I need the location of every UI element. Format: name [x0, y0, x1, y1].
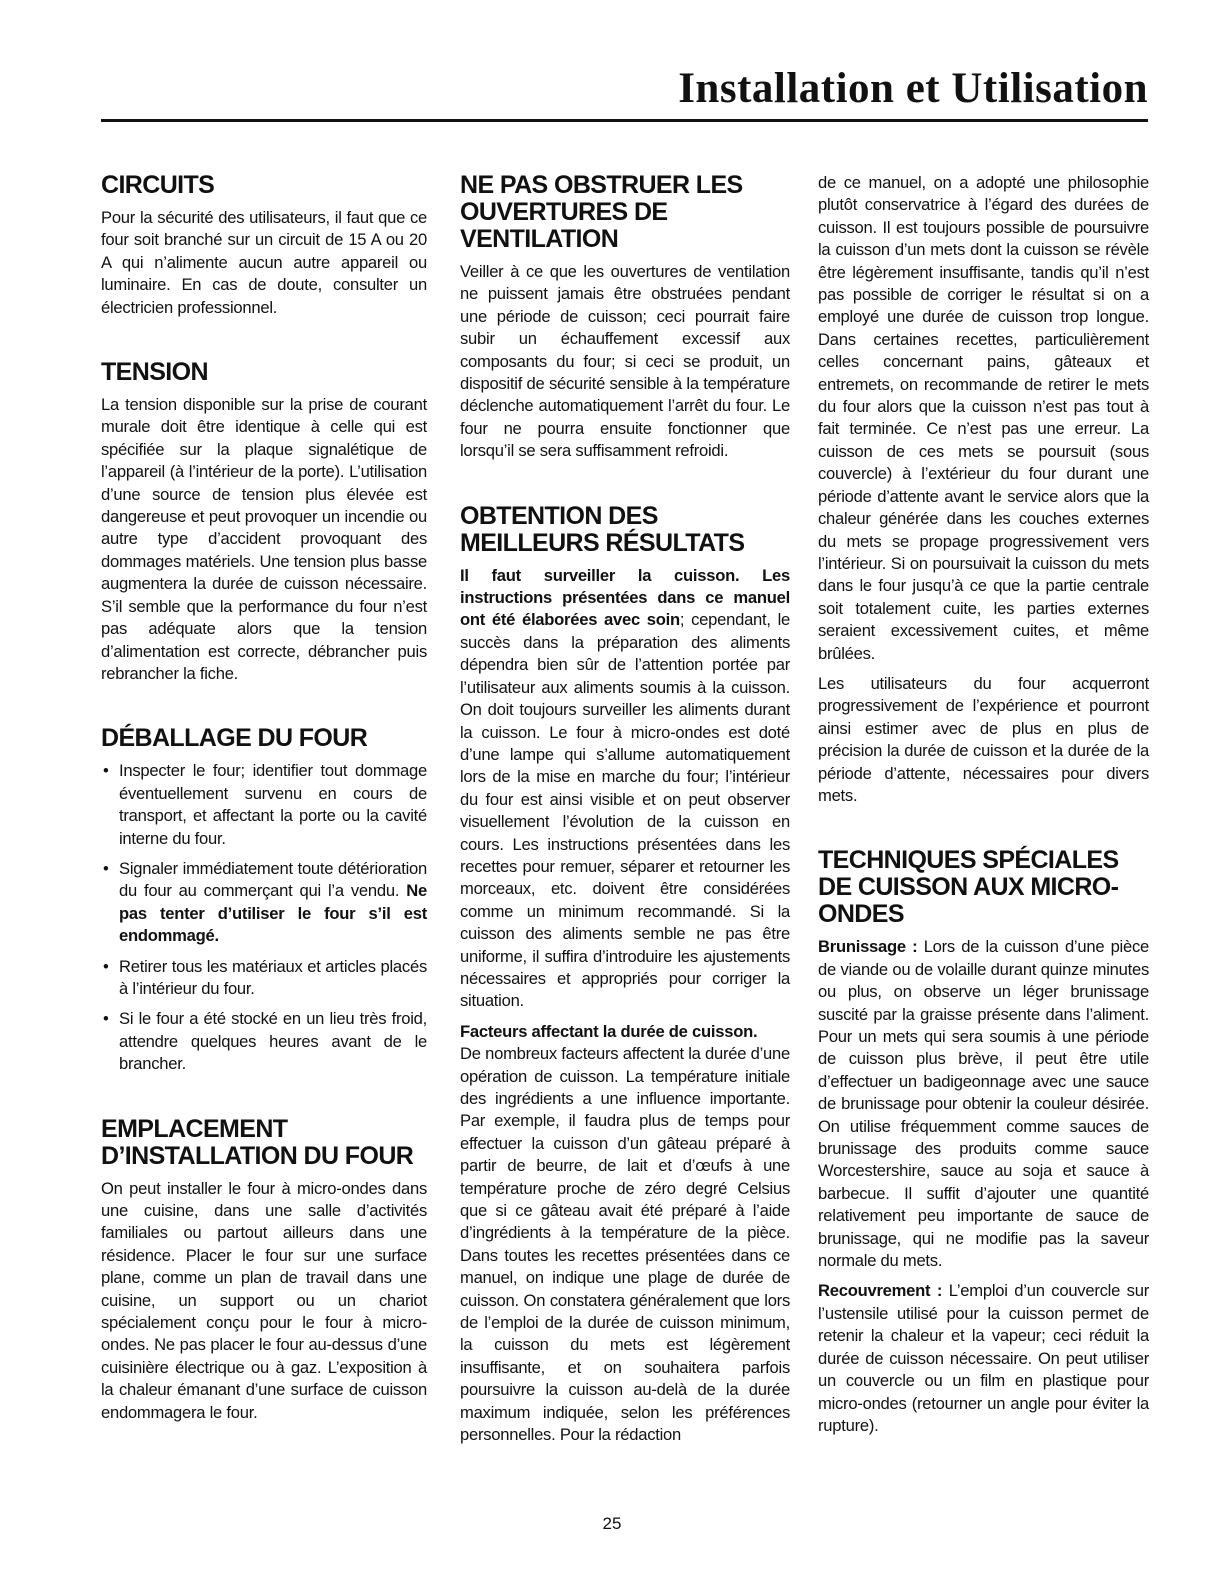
column-left — [101, 172, 427, 1432]
section-heading: CIRCUITS — [101, 171, 215, 199]
section-text: Recouvrement : L’emploi d’un couvercle sur l’ustensile utilisé pour la cuisson permet de retenir la chaleur et la vapeur; ceci réduit la durée de cuisson nécessaire. On peut utiliser un couvercle ou un film en plastique pour micro-ondes (retourner un angle pour éviter la rupture). — [818, 1281, 1149, 1435]
section-text: Les utilisateurs du four acquerront progressivement de l’expérience et pourront ainsi estimer avec de plus en plus de précision la durée de cuisson et la durée de la période d’attente, nécessaires pour divers mets. — [818, 673, 1149, 805]
section-circuits — [101, 172, 427, 319]
section-text: Facteurs affectant la durée de cuisson. De nombreux facteurs affectent la durée d’une opération de cuisson. La température initiale des ingrédients a une influence importante. Par exemple, il faudra plus de temps pour effectuer la cuisson d’un gâteau préparé à partir de beurre, de lait et d’œufs à une température proche de zéro degré Celsius que si ce gâteau avait été préparé à l’aide d’ingrédients à la température de la pièce. Dans toutes les recettes présentées dans ce manuel, on indique une plage de durée de cuisson. On constatera généralement que lors de l’emploi de la durée de cuisson minimum, la cuisson du mets est légèrement insuffisante, et on souhaitera parfois poursuivre la cuisson au-delà de la durée maximum indiquée, selon les préférences personnelles. Pour la rédaction — [460, 1021, 790, 1445]
recouvrement-label: Recouvrement : — [818, 1281, 943, 1301]
section-techniques — [818, 847, 1149, 1437]
section-text: Veiller à ce que les ouvertures de ventilation ne puissent jamais être obstruées pendant une période de cuisson; ceci pourrait faire subir un échauffement excessif aux composants du four; si ceci se produit, un dispositif de sécurité sensible à la température déclenche automatiquement l’arrêt du four. Le four ne pourra ensuite fonctionner que lorsqu’il se sera suffisamment refroidi. — [460, 262, 790, 461]
column-middle — [460, 172, 790, 1455]
list-item: • Signaler immédiatement toute détérioration du four au commerçant qui l’a vendu. Ne pas tenter d’utiliser le four s’il est endommagé. — [101, 858, 427, 948]
list-item: • Si le four a été stocké en un lieu très froid, attendre quelques heures avant de le brancher. — [101, 1008, 427, 1075]
section-emplacement — [101, 1116, 427, 1424]
brunissage-label: Brunissage : — [818, 937, 918, 957]
section-ventilation — [460, 172, 790, 463]
factors-label: Facteurs affectant la durée de cuisson. — [460, 1021, 758, 1041]
section-text: On peut installer le four à micro-ondes dans une cuisine, dans une salle d’activités familiales ou partout ailleurs dans une résidence. Placer le four sur une surface plane, comme un plan de travail dans une cuisine, un support ou un chariot spécialement conçu pour le four à micro-ondes. Ne pas placer le four au-dessus d’une cuisinière électrique ou à gaz. L’exposition à la chaleur émanant d’une surface de cuisson endommagera le four. — [101, 1178, 427, 1422]
list-item: • Inspecter le four; identifier tout dommage éventuellement survenu en cours de transport, et affectant la porte ou la cavité interne du four. — [101, 760, 427, 850]
section-heading: DÉBALLAGE DU FOUR — [101, 724, 368, 753]
section-text: La tension disponible sur la prise de courant murale doit être identique à celle qui est spécifiée sur la plaque signalétique de l’appareil (à l’intérieur de la porte). L’utilisation d’une source de tension plus élevée est dangereuse et peut provoquer un incendie ou autre type d’accident provoquant des dommages matériels. Une tension plus basse augmentera la durée de cuisson nécessaire. S’il semble que la performance du four n’est pas adéquate alors que la tension d’alimentation est correcte, débrancher puis rebrancher la fiche. — [101, 395, 427, 683]
section-text-continued: de ce manuel, on a adopté une philosophie plutôt conservatrice à l’égard des durées de cuisson. Il est toujours possible de poursuivre la cuisson d’un mets dont la cuisson se révèle être légèrement insuffisante, tandis qu’il n’est pas possible de corriger le résultat si on a employé une durée de cuisson trop longue. Dans certaines recettes, particulièrement celles concernant pains, gâteaux et entremets, on recommande de retirer le mets du four alors que la cuisson n’est pas tout à fait terminée. Ce n’est pas une erreur. La cuisson de ces mets se poursuit (sous couvercle) à l’extérieur du four durant une période d’attente avant le service alors que la chaleur générée dans les couches externes du mets se propage progressivement vers l’intérieur. Si on poursuivait la cuisson du mets dans le four jusqu’à ce que la partie centrale soit totalement cuite, les parties externes seraient excessivement cuites, et même brûlées. — [818, 173, 1149, 663]
warning-text: Ne pas tenter d’utiliser le four s’il est endommagé. — [119, 881, 427, 946]
section-resultats — [460, 503, 790, 1447]
section-deballage — [101, 725, 427, 1075]
bullet-list — [101, 760, 427, 1075]
section-tension — [101, 359, 427, 685]
page-number: 25 — [602, 1514, 622, 1533]
header-rule — [101, 119, 1148, 122]
section-heading: TECHNIQUES SPÉCIALES DE CUISSON AUX MICRO-ONDES — [818, 846, 1119, 929]
lead-bold-text: Il faut surveiller la cuisson. Les instructions présentées dans ce manuel ont été élaborées avec soin — [460, 565, 790, 630]
section-text: Pour la sécurité des utilisateurs, il faut que ce four soit branché sur un circuit de 15 A ou 20 A qui n’alimente aucun autre appareil ou luminaire. En cas de doute, consulter un électricien professionnel. — [101, 208, 427, 317]
page-title: Installation et Utilisation — [678, 65, 1148, 112]
section-heading: NE PAS OBSTRUER LES OUVERTURES DE VENTILATION — [460, 171, 743, 253]
section-heading: EMPLACEMENT D’INSTALLATION DU FOUR — [101, 1114, 414, 1170]
list-item: • Retirer tous les matériaux et articles placés à l’intérieur du four. — [101, 956, 427, 1001]
section-heading: OBTENTION DES MEILLEURS RÉSULTATS — [460, 501, 745, 557]
section-heading: TENSION — [101, 358, 208, 387]
section-text: Il faut surveiller la cuisson. Les instructions présentées dans ce manuel ont été élaborées avec soin; cependant, le succès dans la préparation des aliments dépendra bien sûr de l’attention portée par l’utilisateur aux aliments soumis à la cuisson. On doit toujours surveiller les aliments durant la cuisson. Le four à micro-ondes est doté d’une lampe qui s’allume automatiquement lors de la mise en marche du four; l’intérieur du four est ainsi visible et on peut observer visuellement l’évolution de la cuisson en cours. Les instructions présentées dans les recettes pour remuer, séparer et retourner les morceaux, etc. doivent être considérées comme un minimum recommandé. Si la cuisson des aliments semble ne pas être uniforme, il suffira d’introduire les ajustements nécessaires et appropriés pour corriger la situation. — [460, 565, 790, 1011]
column-right — [818, 172, 1149, 1445]
section-text: Brunissage : Lors de la cuisson d’une pièce de viande ou de volaille durant quinze minutes ou plus, on observe un léger brunissage suscité par la graisse présente dans l’aliment. Pour un mets qui sera soumis à une période de cuisson plus brève, il peut être utile d’effectuer un badigeonnage avec une sauce de brunissage pour obtenir la couleur désirée. On utilise fréquemment comme sauces de brunissage des produits comme sauce Worcestershire, sauce au soja et sauce à barbecue. Il suffit d’ajouter une quantité relativement peu importante de sauce de brunissage, qui ne modifie pas la saveur normale du mets. — [818, 937, 1149, 1271]
